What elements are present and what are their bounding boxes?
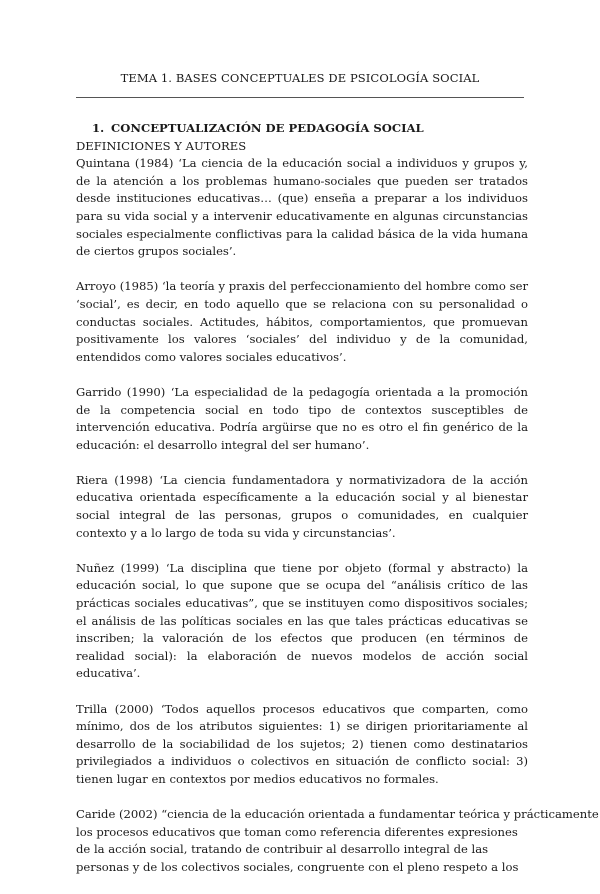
paragraph-garrido: Garrido (1990) ‘La especialidad de la pedagogía orientada a la promoción de la competencia social en todo tipo de contextos susceptibles de intervención educativa. Podría argüirse que no es otro el fin genérico de la educación: el desarrollo integral del ser humano’. — [76, 384, 528, 452]
paragraph-arroyo: Arroyo (1985) ‘la teoría y praxis del perfeccionamiento del hombre como ser ‘social’, es decir, en todo aquello que se relaciona con su personalidad o conductas sociales. Actitudes, hábitos, comportamientos, que promuevan positivamente los valores ‘sociales’ del individuo y de la comunidad, entendidos como valores sociales educativos’. — [76, 279, 528, 364]
section-number: 1. — [92, 121, 105, 135]
paragraph-caride-line: Caride (2002) “ciencia de la educación orientada a fundamentar teórica y prácticamente — [76, 807, 599, 822]
paragraph-caride — [76, 806, 599, 876]
header-divider — [76, 97, 524, 98]
paragraph-nunez: Nuñez (1999) ‘La disciplina que tiene por objeto (formal y abstracto) la educación social, lo que supone que se ocupa del “análisis crítico de las prácticas sociales educativas”, que se instituyen como dispositivos sociales; el análisis de las políticas sociales en las que tales prácticas educativas se inscriben; la valoración de los efectos que producen (en términos de realidad social): la elaboración de nuevos modelos de acción social educativa’. — [76, 560, 528, 681]
paragraph-caride-line: de la acción social, tratando de contribuir al desarrollo integral de las — [76, 842, 489, 857]
paragraph-riera: Riera (1998) ‘La ciencia fundamentadora y normativizadora de la acción educativa orientada específicamente a la educación social y al bienestar social integral de las personas, grupos o comunidades, en cualquier contexto y a lo largo de toda su vida y circunstancias’. — [76, 472, 528, 540]
paragraph-caride-line: los procesos educativos que toman como referencia diferentes expresiones — [76, 824, 518, 839]
section-subtitle: DEFINICIONES Y AUTORES — [76, 138, 247, 153]
paragraph-quintana: Quintana (1984) ‘La ciencia de la educación social a individuos y grupos y, de la atención a los problemas humano-sociales que pueden ser tratados desde instituciones educativas… (que) enseña a preparar a los individuos para su vida social y a intervenir educativamente en algunas circunstancias sociales especialmente conflictivas para la calidad básica de la vida humana de ciertos grupos sociales’. — [76, 156, 528, 259]
paragraph-trilla: Trilla (2000) ‘Todos aquellos procesos educativos que comparten, como mínimo, dos de los atributos siguientes: 1) se dirigen prioritariamente al desarrollo de la sociabilidad de los sujetos; 2) tienen como destinatarios privilegiados a individuos o colectivos en situación de conflicto social: 3) tienen lugar en contextos por medios educativos no formales. — [76, 701, 528, 786]
paragraph-caride-line: personas y de los colectivos sociales, congruente con el pleno respeto a los — [76, 859, 519, 874]
section-title: CONCEPTUALIZACIÓN DE PEDAGOGÍA SOCIAL — [111, 121, 424, 135]
page-header-title: TEMA 1. BASES CONCEPTUALES DE PSICOLOGÍA SOCIAL — [120, 71, 480, 85]
section-heading — [76, 120, 528, 138]
document-body — [76, 120, 599, 894]
